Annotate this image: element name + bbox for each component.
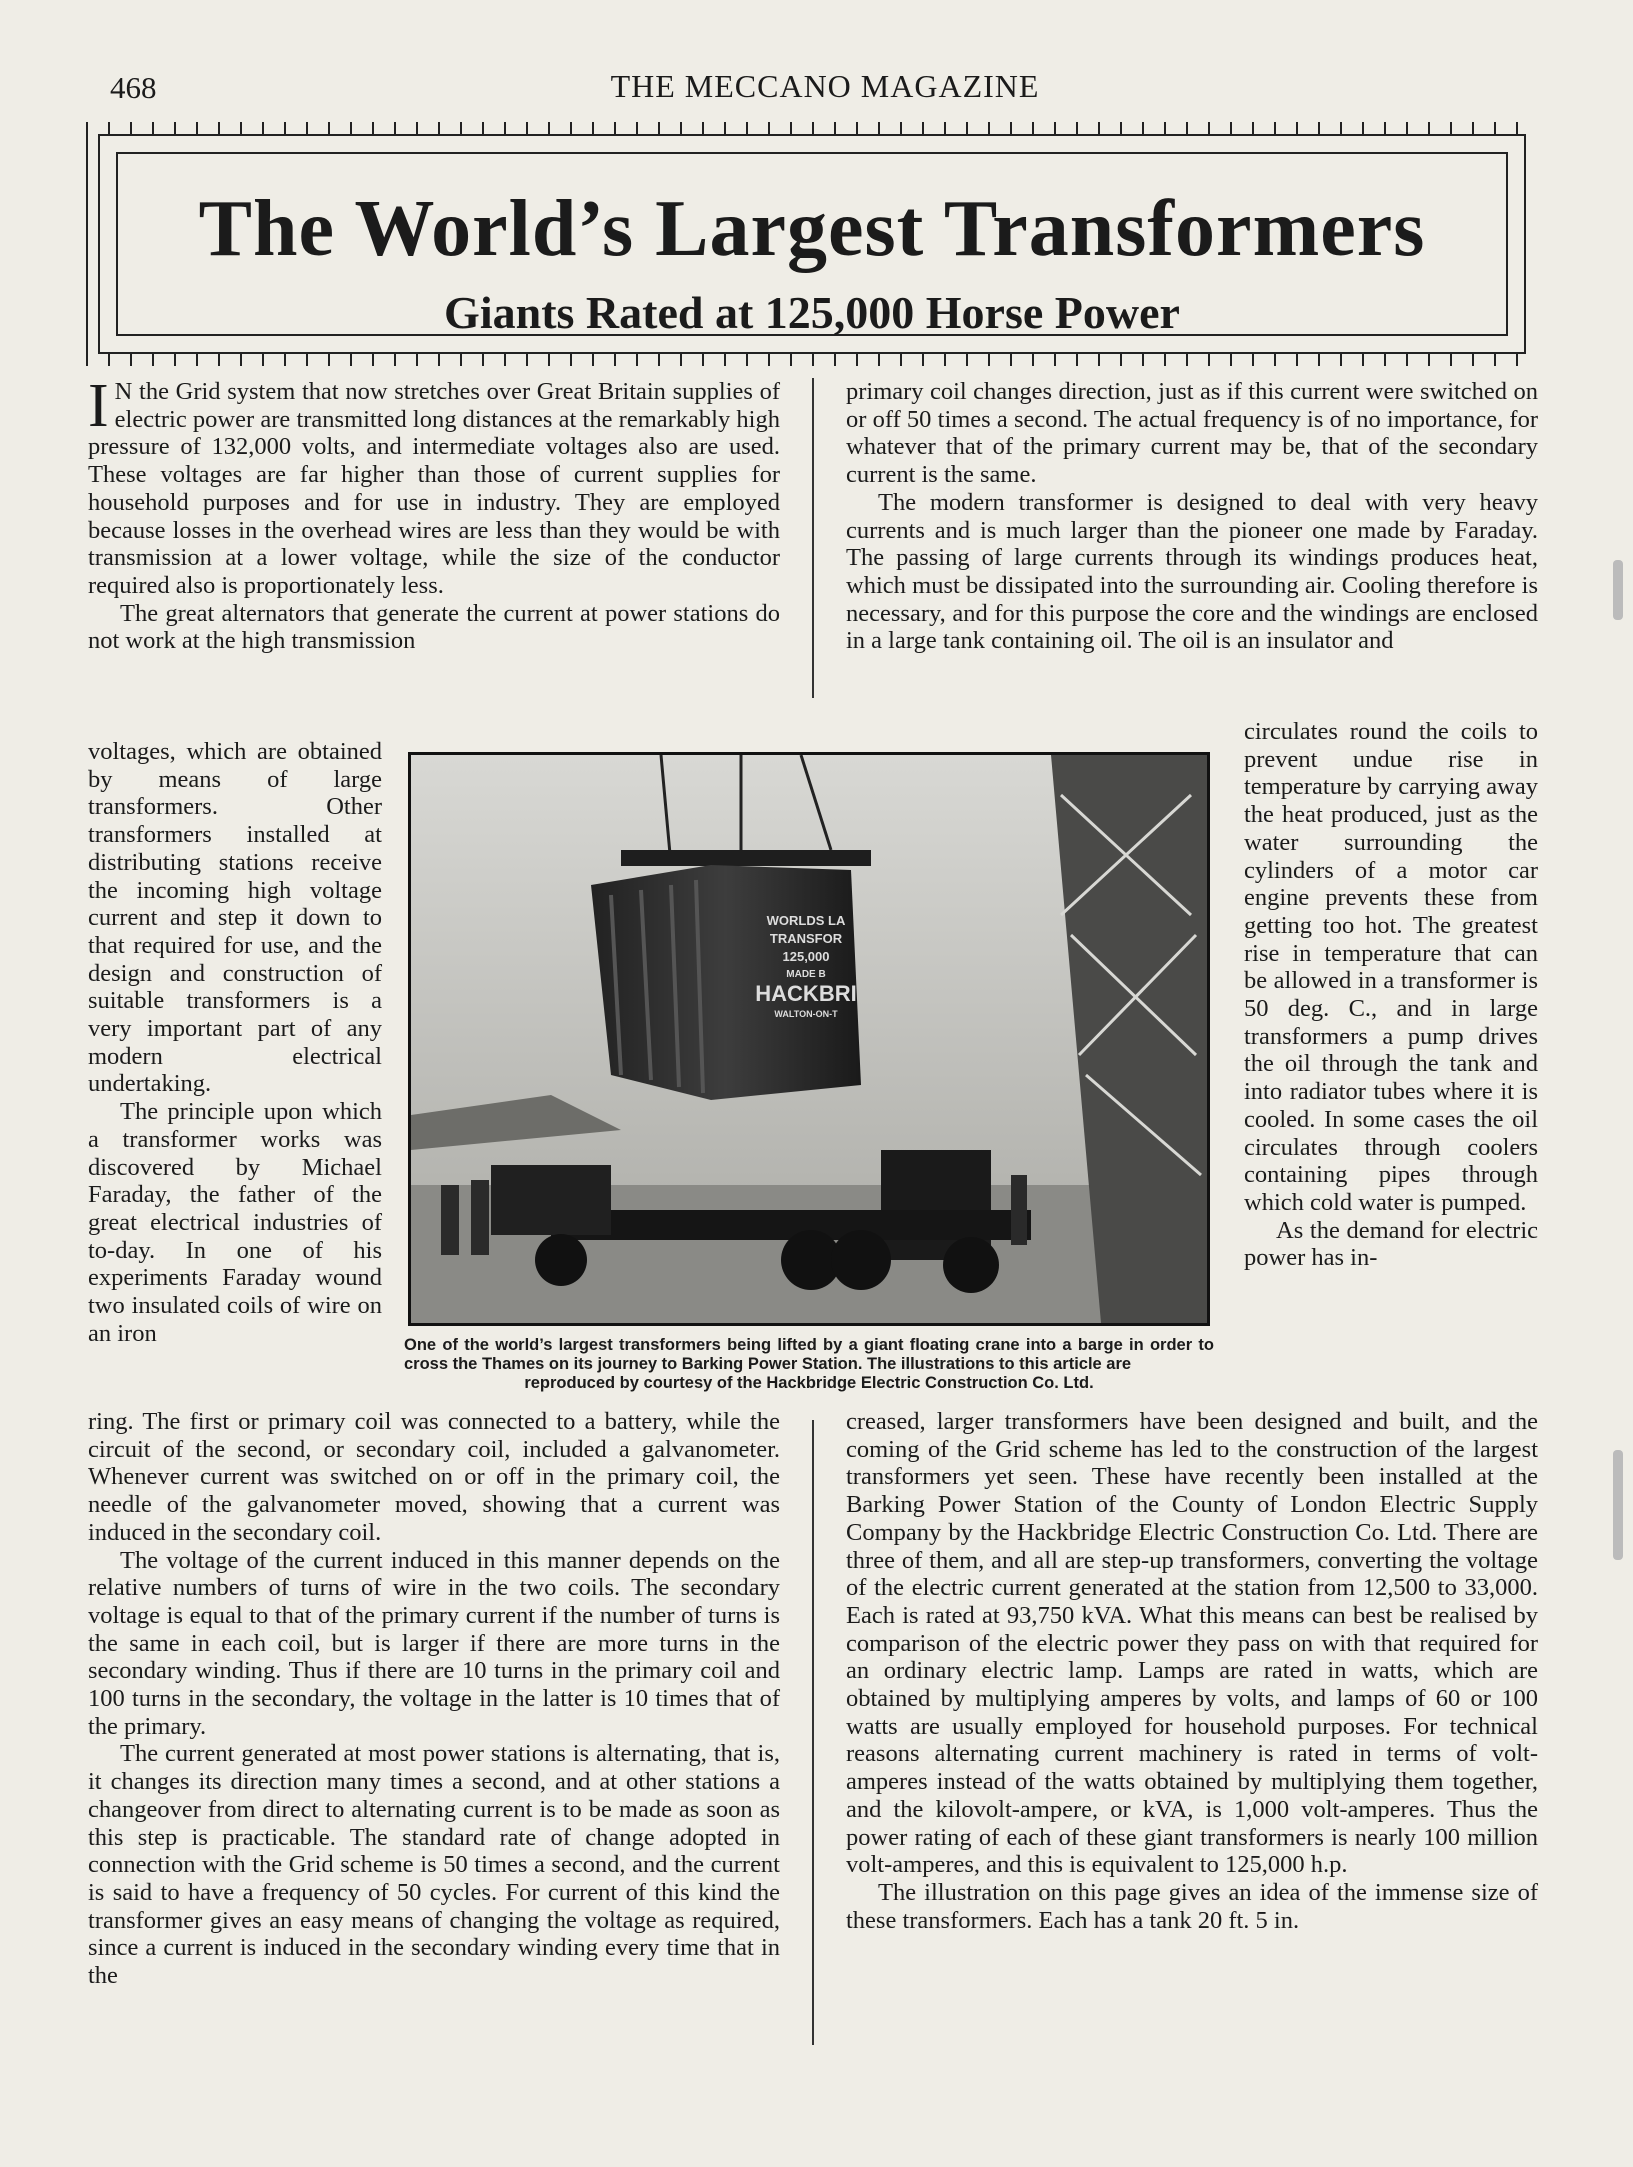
column-divider-bottom — [812, 1420, 814, 2045]
paragraph-intro: I N the Grid system that now stretches over Great Britain supplies of electric power are transmitted long distances at the remarkably high pressure of 132,000 volts, and intermediate voltages also are used. These voltages are far higher than those of current supplies for household purposes and for use in industry. They are employed because losses in the overhead wires are less than they would be with transmission at a lower voltage, while the size of the conductor required also is proportionately less. — [88, 372, 780, 599]
title-box — [86, 122, 1538, 366]
paragraph-alternating: The current generated at most power stations is alternating, that is, it changes its direction many times a second, and at other stations a changeover from direct to alternating current is to be made as soon as this step is practicable. The standard rate of change adopted in connection with the Grid scheme is 50 times a second, and the current is said to have a frequency of 50 cycles. For current of this kind the transformer gives an easy means of changing the voltage as required, since a current is induced in the secondary winding every time that in the — [88, 1740, 780, 1990]
paragraph-illustration: The illustration on this page gives an idea of the immense size of these transformers. Each has a tank 20 ft. 5 in. — [846, 1878, 1538, 1934]
left-column-top — [88, 372, 780, 655]
lorry-front — [491, 1165, 611, 1235]
article-subtitle: Giants Rated at 125,000 Horse Power — [444, 287, 1180, 338]
page-number: 468 — [110, 70, 157, 105]
svg-text:WALTON-ON-T: WALTON-ON-T — [774, 1009, 838, 1019]
page-header — [110, 64, 1540, 108]
article-title: The World’s Largest Transformers — [198, 185, 1426, 273]
photo-caption — [404, 1336, 1214, 1393]
paragraph-frequency: primary coil changes direction, just as if this current were switched on or off 50 times a second. The actual frequency is of no importance, for whatever that of the primary current may be, that of the secondary current is the same. — [846, 378, 1538, 489]
paragraph-principle-cont: ring. The first or primary coil was connected to a battery, while the circuit of the second, or secondary coil, included a galvanometer. Whenever current was switched on or off in the primary coil, the needle of the galvanometer moved, showing that a current was induced in the secondary coil. — [88, 1408, 780, 1546]
left-column-bottom — [88, 1408, 780, 1990]
svg-text:TRANSFOR: TRANSFOR — [769, 931, 843, 946]
paragraph-modern-cont: circulates round the coils to prevent undue rise in temperature by carrying away the heat produced, just as the water surrounding the cylinders of a motor car engine prevents these from getting too hot. The greatest rise in temperature that can be allowed in a transformer is 50 deg. C., and in large transformers a pump drives the oil through the tank and into radiator tubes where it is cooled. In some cases the oil circulates through coolers containing pipes through which cold water is pumped. — [1244, 718, 1538, 1216]
scan-binding-mark-top — [1613, 560, 1623, 620]
right-column-bottom — [846, 1408, 1538, 1934]
paragraph-demand-cont: creased, larger transformers have been designed and built, and the coming of the Grid scheme has led to the construction of the largest transformers yet seen. These have recently been installed at the Barking Power Station of the County of London Electric Supply Company by the Hackbridge Electric Construction Co. Ltd. There are three of them, and all are step-up transformers, converting the voltage of the electric current generated at the station from 12,500 to 33,000. Each is rated at 93,750 kVA. What this means can best be realised by comparison of the electric power they pass on with that required for an ordinary electric lamp. Lamps are rated in watts, which are obtained by multiplying amperes by volts, and lamps of 60 or 100 watts are usually employed for household purposes. For technical reasons alternating current machinery is rated in terms of volt-amperes instead of the watts obtained by multiplying them together, and the kilovolt-ampere, or kVA, is 1,000 volt-amperes. Thus the power rating of each of these giant transformers is nearly 100 million volt-amperes, and this is equivalent to 125,000 h.p. — [846, 1408, 1538, 1879]
paragraph-alternators-cont: voltages, which are obtained by means of large transformers. Other transformers installed at distributing stations receive the incoming high voltage current and step it down to that required for use, and the design and construction of suitable transformers is a very important part of any modern electrical undertaking. — [88, 738, 382, 1098]
paragraph-demand: As the demand for electric power has in- — [1244, 1216, 1538, 1272]
paragraph-alternators: The great alternators that generate the current at power stations do not work at the high transmission — [88, 599, 780, 655]
crane-lift-illustration — [411, 755, 1207, 1323]
running-title: THE MECCANO MAGAZINE — [610, 68, 1040, 104]
paragraph-modern: The modern transformer is designed to deal with very heavy currents and is much larger than the pioneer one made by Faraday. The passing of large currents through its windings produces heat, which must be dissipated into the surrounding air. Cooling therefore is necessary, and for this purpose the core and the windings are enclosed in a large tank containing oil. The oil is an insulator and — [846, 488, 1538, 655]
svg-text:MADE B: MADE B — [786, 969, 826, 980]
lifting-beam — [621, 850, 871, 866]
svg-text:HACKBRI: HACKBRI — [755, 981, 857, 1006]
scan-binding-mark-bottom — [1613, 1450, 1623, 1560]
left-column-wrap — [88, 738, 382, 1347]
svg-text:WORLDS LA: WORLDS LA — [766, 913, 846, 928]
column-divider-top — [812, 378, 814, 698]
right-column-top — [846, 378, 1538, 655]
drop-cap: I — [88, 372, 109, 440]
lorry-bed — [551, 1210, 1031, 1240]
paragraph-principle: The principle upon which a transformer works was discovered by Michael Faraday, the father of the great electrical industries of to-day. In one of his experiments Faraday wound two insulated coils of wire on an iron — [88, 1098, 382, 1347]
right-column-wrap — [1244, 718, 1538, 1272]
caption-text: One of the world’s largest transformers being lifted by a giant floating crane into a barge in order to cross the Thames on its journey to Barking Power Station. The illustrations to this article are — [404, 1336, 1214, 1373]
paragraph-voltage: The voltage of the current induced in this manner depends on the relative numbers of turns of wire in the two coils. The secondary voltage is equal to that of the primary current if the number of turns is the same in each coil, but is larger if there are more turns in the secondary winding. Thus if there are 10 turns in the primary coil and 100 turns in the secondary, the voltage in the latter is 10 times that of the primary. — [88, 1546, 780, 1740]
svg-text:125,000: 125,000 — [782, 949, 830, 964]
caption-credit: reproduced by courtesy of the Hackbridge Electric Construction Co. Ltd. — [524, 1374, 1094, 1392]
transformer-photo — [408, 752, 1210, 1326]
